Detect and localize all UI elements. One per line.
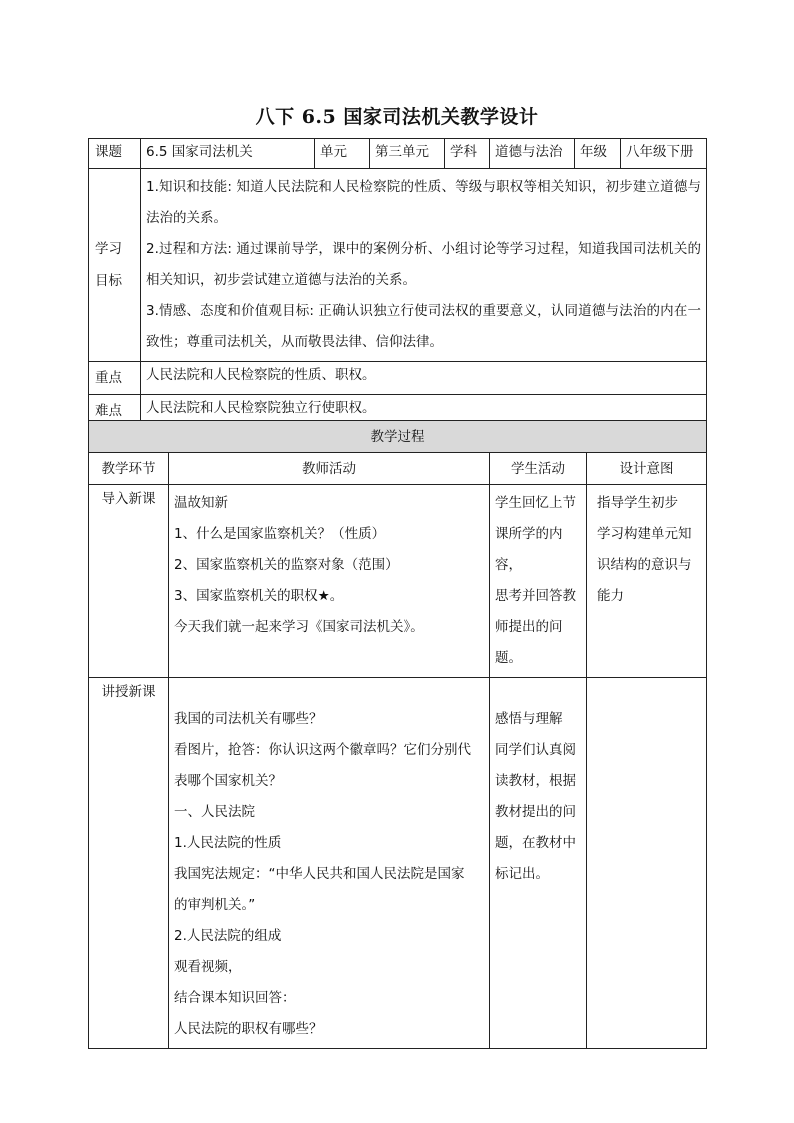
goals-content <box>141 169 707 362</box>
stage-cell: 讲授新课 <box>89 678 169 1049</box>
intent-line: 指导学生初步 <box>597 495 678 511</box>
teacher-line: 1.人民法院的性质 <box>174 835 282 851</box>
teacher-activity-cell <box>169 678 490 1049</box>
goals-row <box>89 169 707 362</box>
topic-value: 6.5 国家司法机关 <box>141 139 315 169</box>
teaching-process-table <box>88 420 707 1049</box>
goal-item: 3.情感、态度和价值观目标: 正确认识独立行使司法权的重要意义，认同道德与法治的内在一致性；尊重司法机关，从而敬畏法律、信仰法律。 <box>146 303 701 350</box>
design-intent-cell <box>587 485 707 678</box>
document-title: 八下 6.5 国家司法机关教学设计 <box>255 106 539 128</box>
student-line: 标记出。 <box>495 866 549 882</box>
goals-label: 学习 目标 <box>89 169 141 362</box>
teacher-line: 我国的司法机关有哪些？ <box>174 711 323 727</box>
student-activity-cell <box>490 678 587 1049</box>
process-section-title: 教学过程 <box>89 421 707 453</box>
student-line: 学生回忆上节 <box>495 495 576 511</box>
teacher-line: 一、人民法院 <box>174 804 255 820</box>
header-row <box>89 139 707 169</box>
stage-cell: 导入新课 <box>89 485 169 678</box>
teacher-line: 温故知新 <box>174 495 228 511</box>
teacher-line: 3、国家监察机关的职权★。 <box>174 588 344 604</box>
teacher-line: 今天我们就一起来学习《国家司法机关》。 <box>174 619 424 635</box>
subject-label: 学科 <box>445 139 490 169</box>
teacher-line: 表哪个国家机关？ <box>174 773 282 789</box>
difficulty-label: 难点 <box>89 395 141 427</box>
student-line: 感悟与理解 <box>495 711 563 727</box>
student-line: 课所学的内容， <box>495 526 563 573</box>
teacher-line: 我国宪法规定：“中华人民共和国人民法院是国家 <box>174 866 465 882</box>
key-point-label: 重点 <box>89 362 141 395</box>
column-header: 教师活动 <box>169 453 490 485</box>
difficulty-value: 人民法院和人民检察院独立行使职权。 <box>141 395 707 427</box>
column-header: 教学环节 <box>89 453 169 485</box>
teacher-activity-cell <box>169 485 490 678</box>
teacher-line: 结合课本知识回答： <box>174 990 296 1006</box>
process-row-new-lesson <box>89 678 707 1049</box>
unit-value: 第三单元 <box>370 139 445 169</box>
teacher-line: 的审判机关。” <box>174 897 256 913</box>
teacher-line: 2.人民法院的组成 <box>174 928 282 944</box>
goal-item: 2.过程和方法: 通过课前导学，课中的案例分析、小组讨论等学习过程，知道我国司法机关的相关知识，初步尝试建立道德与法治的关系。 <box>146 241 701 288</box>
student-line: 教材提出的问 <box>495 804 576 820</box>
student-line: 题，在教材中 <box>495 835 576 851</box>
unit-label: 单元 <box>315 139 370 169</box>
student-line: 师提出的问题。 <box>495 619 563 666</box>
intent-line: 能力 <box>597 588 624 604</box>
intent-line: 识结构的意识与 <box>597 557 692 573</box>
grade-value: 八年级下册 <box>621 139 707 169</box>
student-line: 读教材，根据 <box>495 773 576 789</box>
process-row-intro <box>89 485 707 678</box>
student-activity-cell <box>490 485 587 678</box>
column-header: 设计意图 <box>587 453 707 485</box>
teacher-line: 看图片，抢答：你认识这两个徽章吗？它们分别代 <box>174 742 471 758</box>
design-intent-cell <box>587 678 707 1049</box>
subject-value: 道德与法治 <box>490 139 575 169</box>
grade-label: 年级 <box>575 139 621 169</box>
intent-line: 学习构建单元知 <box>597 526 692 542</box>
key-point-row <box>89 362 707 395</box>
goal-item: 1.知识和技能: 知道人民法院和人民检察院的性质、等级与职权等相关知识，初步建立道德与法治的关系。 <box>146 179 701 226</box>
lesson-info-table <box>88 138 707 427</box>
teacher-line: 观看视频， <box>174 959 242 975</box>
student-line: 同学们认真阅 <box>495 742 576 758</box>
process-header-row <box>89 453 707 485</box>
column-header: 学生活动 <box>490 453 587 485</box>
key-point-value: 人民法院和人民检察院的性质、职权。 <box>141 362 707 395</box>
student-line: 思考并回答教 <box>495 588 576 604</box>
teacher-line: 1、什么是国家监察机关？（性质） <box>174 526 386 542</box>
teacher-line: 2、国家监察机关的监察对象（范围） <box>174 557 399 573</box>
teacher-line: 人民法院的职权有哪些？ <box>174 1021 323 1037</box>
process-section-row <box>89 421 707 453</box>
topic-label: 课题 <box>89 139 141 169</box>
